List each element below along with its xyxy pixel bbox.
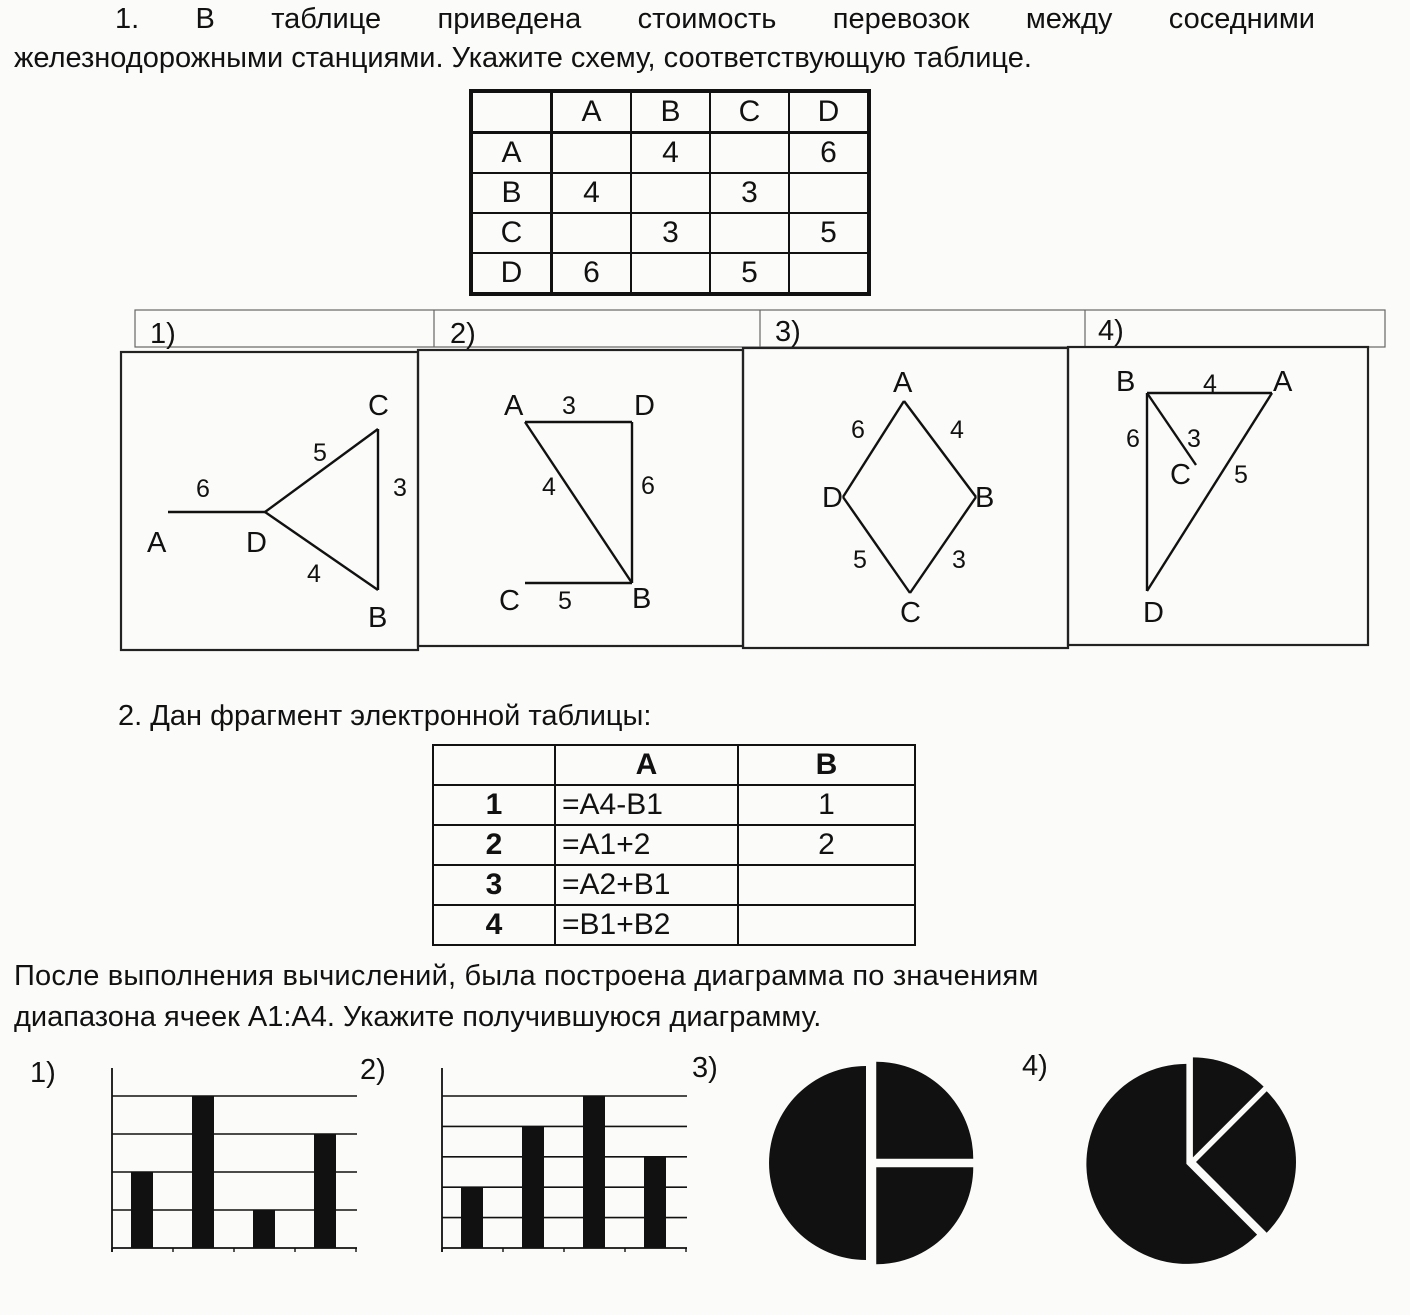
graph-edge (1147, 393, 1272, 591)
graph-node: B (368, 602, 388, 634)
scheme-option-label: 3) (775, 316, 801, 348)
edge-weight: 6 (641, 472, 655, 500)
value-cell: 2 (738, 825, 915, 865)
q2-text-line1: После выполнения вычислений, была построена диаграмма по значениям (14, 960, 1039, 992)
q1-word: стоимость (637, 3, 777, 35)
table-row-header: B (471, 173, 552, 213)
table-row-header: 1 (433, 785, 555, 825)
edge-weight: 4 (1203, 370, 1217, 398)
q2-text-line2: диапазона ячеек A1:A4. Укажите получившуюся диаграмму. (14, 1001, 822, 1033)
edge-weight: 4 (542, 473, 556, 501)
formula-cell: =B1+B2 (555, 905, 738, 945)
chart-bar (461, 1187, 483, 1248)
edge-weight: 5 (853, 546, 867, 574)
edge-weight: 3 (562, 392, 576, 420)
scheme-graph-1 (147, 390, 407, 634)
edge-weight: 5 (313, 439, 327, 467)
q1-heading-line2: железнодорожными станциями. Укажите схему, соответствующую таблице. (14, 42, 1032, 74)
chart-option-label: 3) (692, 1052, 718, 1084)
graph-node: A (893, 367, 913, 399)
scheme-option-label: 2) (450, 318, 476, 350)
table-row-header: 2 (433, 825, 555, 865)
value-cell (738, 905, 915, 945)
edge-weight: 3 (952, 546, 966, 574)
q1-word: В (195, 3, 215, 35)
graph-node: B (975, 482, 995, 514)
table-row-header: C (471, 213, 552, 253)
chart-bar (131, 1172, 153, 1248)
table-cell: 4 (631, 133, 710, 174)
q1-word: приведена (437, 3, 582, 35)
table-header-cell: A (555, 745, 738, 785)
graph-edge (843, 497, 910, 593)
table-cell: 3 (710, 173, 789, 213)
q1-word: соседними (1168, 3, 1315, 35)
table-cell: 6 (552, 253, 632, 294)
graph-node: A (147, 527, 167, 559)
spreadsheet-fragment (432, 744, 916, 946)
chart-bar (644, 1157, 666, 1248)
formula-cell: =A2+B1 (555, 865, 738, 905)
chart-bar (253, 1210, 275, 1248)
edge-weight: 6 (1126, 425, 1140, 453)
edge-weight: 5 (558, 587, 572, 615)
q1-word: таблице (271, 3, 382, 35)
graph-node: B (1116, 366, 1136, 398)
graph-node: A (1273, 366, 1293, 398)
table-header-cell: A (552, 91, 632, 133)
pie-chart-option-4 (1083, 1050, 1303, 1270)
scheme-option-label: 1) (150, 318, 176, 350)
table-row (433, 785, 915, 825)
bar-chart-option-1 (100, 1060, 362, 1260)
table-row (433, 825, 915, 865)
graph-node: D (634, 390, 655, 422)
table-cell: 5 (789, 213, 869, 253)
q1-word: между (1025, 3, 1113, 35)
chart-bar (522, 1126, 544, 1248)
edge-weight: 6 (196, 475, 210, 503)
formula-cell: =A1+2 (555, 825, 738, 865)
table-row (433, 905, 915, 945)
table-header-cell: B (631, 91, 710, 133)
q2-heading: 2. Дан фрагмент электронной таблицы: (118, 700, 652, 732)
table-corner-cell (433, 745, 555, 785)
chart-bar (192, 1096, 214, 1248)
bar-chart-option-2 (430, 1060, 692, 1260)
edge-weight: 4 (307, 560, 321, 588)
table-cell: 5 (710, 253, 789, 294)
edge-weight: 3 (393, 474, 407, 502)
table-cell: 6 (789, 133, 869, 174)
table-cell: 3 (631, 213, 710, 253)
graph-node: D (246, 527, 267, 559)
graph-node: D (1143, 597, 1164, 629)
value-cell (738, 865, 915, 905)
pie-slice (876, 1167, 973, 1264)
graph-node: A (504, 390, 524, 422)
edge-weight: 3 (1187, 425, 1201, 453)
chart-bar (314, 1134, 336, 1248)
scheme-option-label: 4) (1098, 315, 1124, 347)
table-header-cell: D (789, 91, 869, 133)
graph-node: C (368, 390, 389, 422)
table-header-cell: B (738, 745, 915, 785)
graph-edge (525, 422, 632, 583)
edge-weight: 4 (950, 416, 964, 444)
chart-option-label: 2) (360, 1054, 386, 1086)
scheme-graph-4 (1116, 366, 1293, 629)
scheme-frame-4 (1068, 347, 1368, 645)
scheme-graph-2 (499, 390, 655, 617)
table-row (433, 865, 915, 905)
chart-bar (583, 1096, 605, 1248)
table-row-header: 3 (433, 865, 555, 905)
q1-word: 1. (115, 3, 140, 35)
graph-edge (904, 401, 976, 497)
graph-node: C (1170, 459, 1191, 491)
edge-weight: 5 (1234, 461, 1248, 489)
table-header-cell: C (710, 91, 789, 133)
graph-edge (265, 512, 378, 590)
value-cell: 1 (738, 785, 915, 825)
pie-slice (876, 1062, 973, 1159)
chart-option-label: 1) (30, 1057, 56, 1089)
formula-cell: =A4-B1 (555, 785, 738, 825)
edge-weight: 6 (851, 416, 865, 444)
graph-edge (910, 497, 976, 593)
graph-node: D (822, 482, 843, 514)
q1-word: перевозок (832, 3, 970, 35)
table-header-row (433, 745, 915, 785)
pie-chart-option-3 (765, 1055, 980, 1270)
pie-slice (769, 1066, 866, 1260)
chart-option-label: 4) (1022, 1050, 1048, 1082)
scheme-graph-3 (822, 367, 994, 629)
graph-node: C (900, 597, 921, 629)
graph-node: B (632, 583, 652, 615)
graph-node: C (499, 585, 520, 617)
table-row-header: A (471, 133, 552, 174)
table-row-header: 4 (433, 905, 555, 945)
table-cell: 4 (552, 173, 632, 213)
scheme-frame-2 (418, 350, 743, 646)
table-row-header: D (471, 253, 552, 294)
